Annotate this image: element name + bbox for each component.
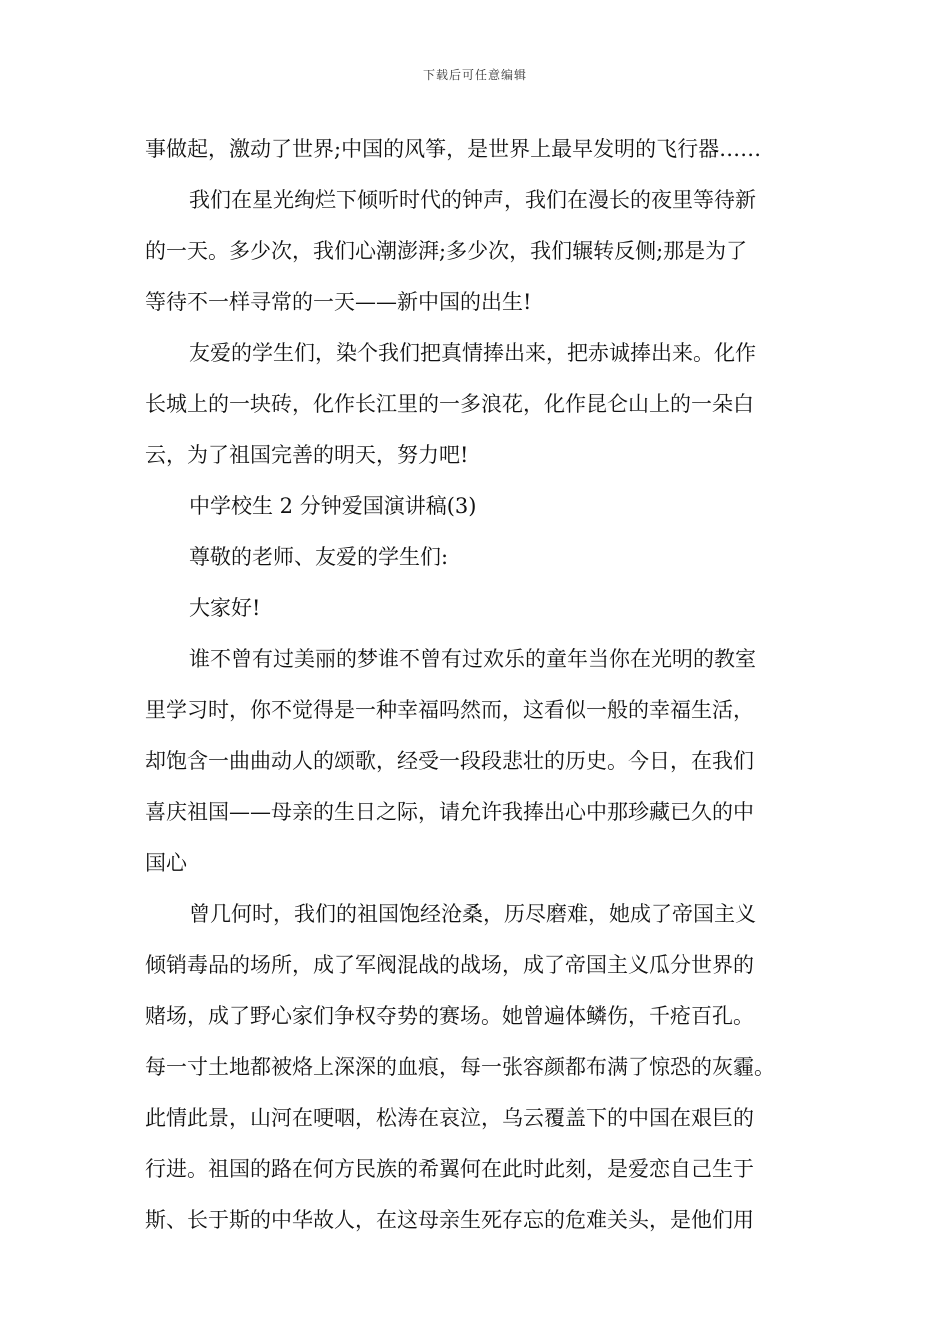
text-line: 此情此景，山河在哽咽，松涛在哀泣，乌云覆盖下的中国在艰巨的	[145, 1106, 754, 1130]
text-line: 行进。祖国的路在何方民族的希翼何在此时此刻，是爱恋自己生于	[145, 1157, 754, 1181]
text-line: 国心	[145, 851, 187, 875]
text-line: 却饱含一曲曲动人的颂歌，经受一段段悲壮的历史。今日，在我们	[145, 749, 754, 773]
text-line: 曾几何时，我们的祖国饱经沧桑，历尽磨难，她成了帝国主义	[189, 902, 756, 926]
greeting: 大家好!	[189, 596, 261, 620]
text-line: 谁不曾有过美丽的梦谁不曾有过欢乐的童年当你在光明的教室	[189, 647, 756, 671]
text-line: 斯、长于斯的中华故人，在这母亲生死存忘的危难关头，是他们用	[145, 1208, 754, 1232]
text-line: 里学习时，你不觉得是一种幸福吗然而，这看似一般的幸福生活，	[145, 698, 754, 722]
text-line: 友爱的学生们，染个我们把真情捧出来，把赤诚捧出来。化作	[189, 341, 756, 365]
text-line: 倾销毒品的场所，成了军阀混战的战场，成了帝国主义瓜分世界的	[145, 953, 754, 977]
text-line: 长城上的一块砖，化作长江里的一多浪花，化作昆仑山上的一朵白	[145, 392, 754, 416]
text-line: 云，为了祖国完善的明天，努力吧!	[145, 443, 469, 467]
page-header: 下载后可任意编辑	[422, 68, 527, 82]
text-line: 喜庆祖国——母亲的生日之际，请允许我捧出心中那珍藏已久的中	[145, 800, 754, 824]
document-body	[145, 124, 815, 1246]
text-line: 等待不一样寻常的一天——新中国的出生!	[145, 290, 532, 314]
text-line: 赌场，成了野心家们争权夺势的赛场。她曾遍体鳞伤，千疮百孔。	[145, 1004, 754, 1028]
text-line: 的一天。多少次，我们心潮澎湃;多少次，我们辗转反侧;那是为了	[145, 239, 748, 263]
text-line: 事做起，激动了世界;中国的风筝，是世界上最早发明的飞行器……	[145, 137, 762, 161]
section-title: 中学校生 2 分钟爱国演讲稿(3)	[189, 494, 477, 518]
salutation: 尊敬的老师、友爱的学生们:	[189, 545, 449, 569]
text-line: 每一寸土地都被烙上深深的血痕，每一张容颜都布满了惊恐的灰霾。	[145, 1055, 775, 1079]
text-line: 我们在星光绚烂下倾听时代的钟声，我们在漫长的夜里等待新	[189, 188, 756, 212]
